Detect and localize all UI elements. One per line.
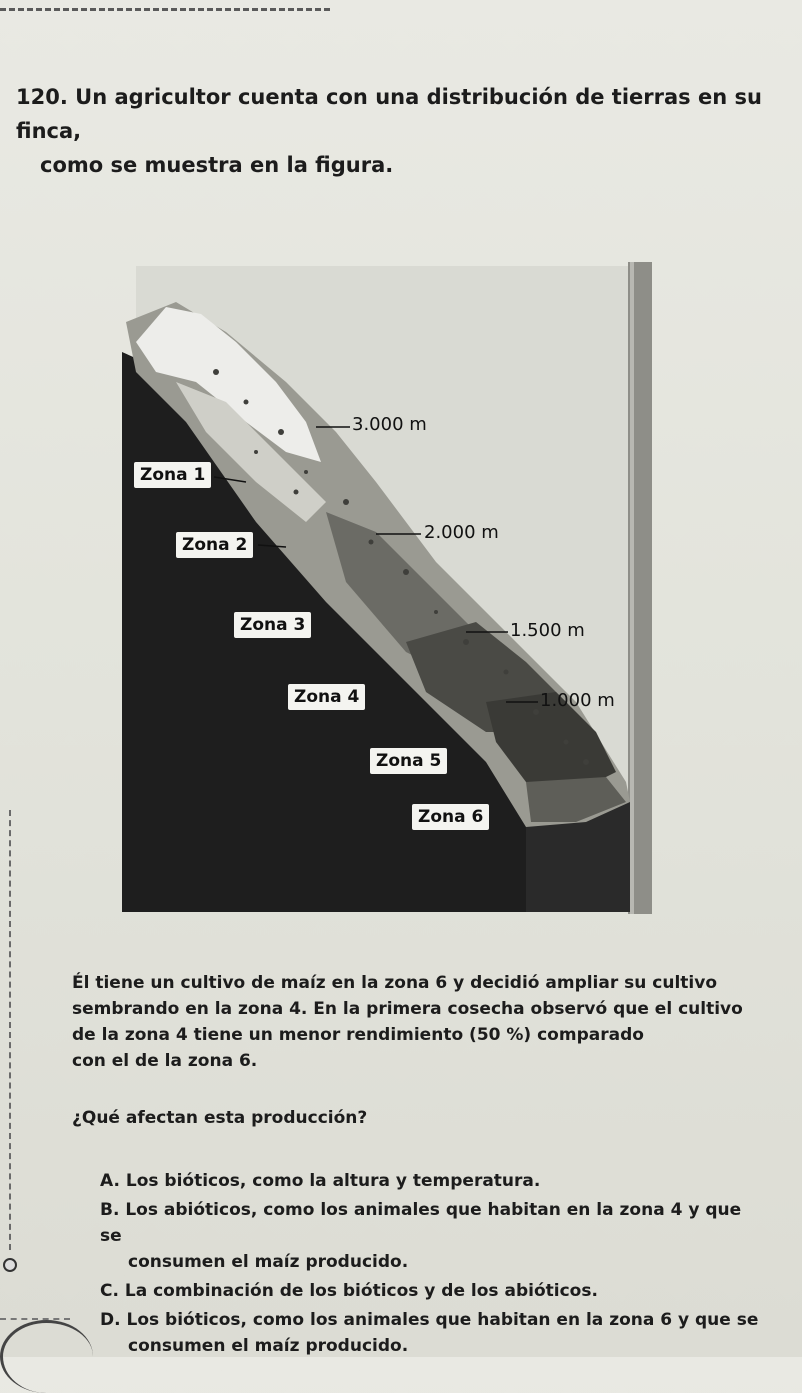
zone-2-label: Zona 2 <box>176 532 253 558</box>
option-text-continued: consumen el maíz producido. <box>128 1252 409 1272</box>
zone-6-label: Zona 6 <box>412 804 489 830</box>
top-dashed-line <box>0 8 330 11</box>
option-text: Los abióticos, como los animales que habitan en la zona 4 y que se <box>100 1200 742 1246</box>
question-prompt: ¿Qué afectan esta producción? <box>72 1108 368 1128</box>
option-d[interactable] <box>100 1307 760 1359</box>
question-title-line2: como se muestra en la figura. <box>40 153 394 177</box>
answer-options <box>100 1168 760 1362</box>
altitude-2000-label: 2.000 m <box>424 522 499 543</box>
problem-statement <box>72 970 762 1074</box>
altitude-1000-label: 1.000 m <box>540 690 615 711</box>
option-text: Los bióticos, como la altura y temperatura. <box>125 1171 541 1191</box>
question-number: 120. <box>16 85 68 109</box>
mountain-figure <box>106 262 652 914</box>
statement-line-2: sembrando en la zona 4. En la primera cosecha observó que el cultivo <box>72 999 743 1019</box>
question-title <box>16 80 786 182</box>
option-text-continued: consumen el maíz producido. <box>128 1336 409 1356</box>
option-letter: B. <box>100 1200 120 1220</box>
zone-4-label: Zona 4 <box>288 684 365 710</box>
zone-5-label: Zona 5 <box>370 748 447 774</box>
question-title-line1: Un agricultor cuenta con una distribución de tierras en su finca, <box>16 85 762 143</box>
altitude-3000-label: 3.000 m <box>352 414 427 435</box>
option-b[interactable] <box>100 1197 760 1275</box>
zone-3-label: Zona 3 <box>234 612 311 638</box>
statement-line-1: Él tiene un cultivo de maíz en la zona 6 y decidió ampliar su cultivo <box>72 973 718 993</box>
option-text: La combinación de los bióticos y de los abióticos. <box>124 1281 598 1301</box>
margin-dashed-line <box>9 810 11 1250</box>
option-a[interactable] <box>100 1168 760 1194</box>
option-letter: D. <box>100 1310 121 1330</box>
option-letter: C. <box>100 1281 119 1301</box>
option-text: Los bióticos, como los animales que habitan en la zona 6 y que se <box>126 1310 759 1330</box>
option-c[interactable] <box>100 1278 760 1304</box>
mountain-illustration <box>106 262 652 914</box>
option-letter: A. <box>100 1171 120 1191</box>
statement-line-4: con el de la zona 6. <box>72 1051 258 1071</box>
margin-bullet <box>3 1258 17 1272</box>
zone-1-label: Zona 1 <box>134 462 211 488</box>
statement-line-3: de la zona 4 tiene un menor rendimiento (50 %) comparado <box>72 1025 644 1045</box>
altitude-1500-label: 1.500 m <box>510 620 585 641</box>
bottom-dashed-line <box>0 1318 70 1320</box>
